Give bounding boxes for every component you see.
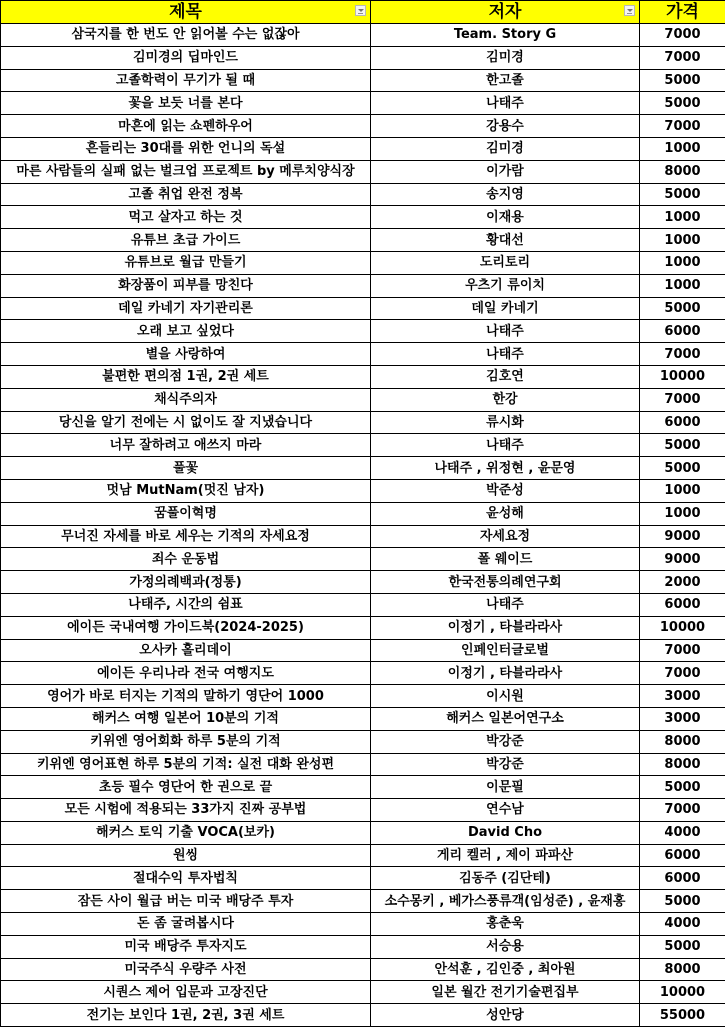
author-cell[interactable]: 연수남 (371, 799, 640, 822)
author-cell[interactable]: 한국전통의례연구회 (371, 571, 640, 594)
price-cell[interactable]: 7000 (640, 662, 725, 685)
title-cell[interactable]: 꿈풀이혁명 (1, 502, 371, 525)
table-row (1, 958, 725, 981)
header-row (1, 1, 725, 24)
price-cell[interactable]: 7000 (640, 388, 725, 411)
title-cell[interactable]: 풀꽃 (1, 457, 371, 480)
title-cell[interactable]: 채식주의자 (1, 388, 371, 411)
title-cell[interactable]: 돈 좀 굴려봅시다 (1, 913, 371, 936)
title-cell[interactable]: 흔들리는 30대를 위한 언니의 독설 (1, 137, 371, 160)
table-row (1, 274, 725, 297)
author-cell[interactable]: 소수몽키 , 베가스풍류객(임성준) , 윤재홍 (371, 890, 640, 913)
header-author-label: 저자 (489, 2, 522, 22)
table-row (1, 251, 725, 274)
price-cell[interactable]: 55000 (640, 1004, 725, 1027)
title-cell[interactable]: 불편한 편의점 1권, 2권 세트 (1, 365, 371, 388)
price-cell[interactable]: 5000 (640, 69, 725, 92)
title-cell[interactable]: 오사카 홀리데이 (1, 639, 371, 662)
table-row (1, 593, 725, 616)
table-row (1, 981, 725, 1004)
title-cell[interactable]: 키위엔 영어표현 하루 5분의 기적: 실전 대화 완성편 (1, 753, 371, 776)
author-cell[interactable]: 이문필 (371, 776, 640, 799)
table-row (1, 890, 725, 913)
table-row (1, 799, 725, 822)
title-cell[interactable]: 가정의례백과(정통) (1, 571, 371, 594)
author-cell[interactable]: 황대선 (371, 229, 640, 252)
price-cell[interactable]: 6000 (640, 867, 725, 890)
price-cell[interactable]: 6000 (640, 411, 725, 434)
table-row (1, 229, 725, 252)
price-cell[interactable]: 7000 (640, 343, 725, 366)
author-cell[interactable]: 홍춘욱 (371, 913, 640, 936)
price-cell[interactable]: 1000 (640, 229, 725, 252)
table-row (1, 115, 725, 138)
price-cell[interactable]: 5000 (640, 935, 725, 958)
table-row (1, 206, 725, 229)
author-cell[interactable]: Team. Story G (371, 24, 640, 47)
price-cell[interactable]: 5000 (640, 183, 725, 206)
title-cell[interactable]: 죄수 운동법 (1, 548, 371, 571)
price-cell[interactable]: 6000 (640, 593, 725, 616)
author-cell[interactable]: David Cho (371, 821, 640, 844)
author-cell[interactable]: 강용수 (371, 115, 640, 138)
price-cell[interactable]: 1000 (640, 251, 725, 274)
title-cell[interactable]: 마흔에 읽는 쇼펜하우어 (1, 115, 371, 138)
price-cell[interactable]: 7000 (640, 115, 725, 138)
price-cell[interactable]: 6000 (640, 844, 725, 867)
header-title (1, 1, 371, 24)
table-row (1, 137, 725, 160)
table-row (1, 457, 725, 480)
author-cell[interactable]: 나태주 (371, 434, 640, 457)
author-cell[interactable]: 김미경 (371, 46, 640, 69)
author-cell[interactable]: 게리 켈러 , 제이 파파산 (371, 844, 640, 867)
table-row (1, 844, 725, 867)
table-row (1, 707, 725, 730)
table-row (1, 525, 725, 548)
filter-dropdown-icon[interactable] (355, 5, 366, 16)
author-cell[interactable]: 안석훈 , 김인중 , 최아원 (371, 958, 640, 981)
title-cell[interactable]: 해커스 여행 일본어 10분의 기적 (1, 707, 371, 730)
author-cell[interactable]: 나태주 , 위정현 , 윤문영 (371, 457, 640, 480)
author-cell[interactable]: 김미경 (371, 137, 640, 160)
title-cell[interactable]: 잠든 사이 월급 버는 미국 배당주 투자 (1, 890, 371, 913)
price-cell[interactable]: 4000 (640, 913, 725, 936)
price-cell[interactable]: 8000 (640, 753, 725, 776)
title-cell[interactable]: 초등 필수 영단어 한 권으로 끝 (1, 776, 371, 799)
table-row (1, 92, 725, 115)
title-cell[interactable]: 나태주, 시간의 쉼표 (1, 593, 371, 616)
author-cell[interactable]: 나태주 (371, 343, 640, 366)
price-cell[interactable]: 1000 (640, 206, 725, 229)
table-row (1, 821, 725, 844)
table-row (1, 662, 725, 685)
header-price-label: 가격 (666, 2, 699, 22)
author-cell[interactable]: 이가람 (371, 160, 640, 183)
author-cell[interactable]: 박준성 (371, 479, 640, 502)
author-cell[interactable]: 박강준 (371, 730, 640, 753)
author-cell[interactable]: 우츠기 류이치 (371, 274, 640, 297)
table-row (1, 639, 725, 662)
title-cell[interactable]: 오래 보고 싶었다 (1, 320, 371, 343)
price-cell[interactable]: 5000 (640, 457, 725, 480)
header-author (371, 1, 640, 24)
author-cell[interactable]: 나태주 (371, 320, 640, 343)
price-cell[interactable]: 5000 (640, 92, 725, 115)
price-cell[interactable]: 7000 (640, 24, 725, 47)
table-row (1, 913, 725, 936)
table-row (1, 867, 725, 890)
table-row (1, 548, 725, 571)
table-row (1, 479, 725, 502)
title-cell[interactable]: 별을 사랑하여 (1, 343, 371, 366)
title-cell[interactable]: 영어가 바로 터지는 기적의 말하기 영단어 1000 (1, 685, 371, 708)
author-cell[interactable]: 나태주 (371, 92, 640, 115)
table-row (1, 160, 725, 183)
price-cell[interactable]: 1000 (640, 274, 725, 297)
price-cell[interactable]: 1000 (640, 137, 725, 160)
title-cell[interactable]: 멋남 MutNam(멋진 남자) (1, 479, 371, 502)
price-cell[interactable]: 6000 (640, 320, 725, 343)
table-row (1, 297, 725, 320)
table-row (1, 24, 725, 47)
table-row (1, 46, 725, 69)
header-price (640, 1, 725, 24)
author-cell[interactable]: 성안당 (371, 1004, 640, 1027)
table-row (1, 411, 725, 434)
title-cell[interactable]: 시퀀스 제어 입문과 고장진단 (1, 981, 371, 1004)
price-cell[interactable]: 5000 (640, 776, 725, 799)
title-cell[interactable]: 절대수익 투자법칙 (1, 867, 371, 890)
title-cell[interactable]: 삼국지를 한 번도 안 읽어볼 수는 없잖아 (1, 24, 371, 47)
table-row (1, 183, 725, 206)
title-cell[interactable]: 김미경의 딥마인드 (1, 46, 371, 69)
price-cell[interactable]: 10000 (640, 981, 725, 1004)
table-row (1, 730, 725, 753)
author-cell[interactable]: 이정기 , 타블라라사 (371, 616, 640, 639)
table-row (1, 365, 725, 388)
title-cell[interactable]: 무너진 자세를 바로 세우는 기적의 자세요정 (1, 525, 371, 548)
author-cell[interactable]: 나태주 (371, 593, 640, 616)
title-cell[interactable]: 원씽 (1, 844, 371, 867)
author-cell[interactable]: 자세요정 (371, 525, 640, 548)
title-cell[interactable]: 키위엔 영어회화 하루 5분의 기적 (1, 730, 371, 753)
table-row (1, 1004, 725, 1027)
table-row (1, 616, 725, 639)
author-cell[interactable]: 인페인터글로벌 (371, 639, 640, 662)
title-cell[interactable]: 모든 시험에 적용되는 33가지 진짜 공부법 (1, 799, 371, 822)
author-cell[interactable]: 이정기 , 타블라라사 (371, 662, 640, 685)
table-row (1, 571, 725, 594)
table-row (1, 320, 725, 343)
table-row (1, 935, 725, 958)
price-cell[interactable]: 3000 (640, 707, 725, 730)
price-cell[interactable]: 8000 (640, 730, 725, 753)
title-cell[interactable]: 먹고 살자고 하는 것 (1, 206, 371, 229)
author-cell[interactable]: 일본 월간 전기기술편집부 (371, 981, 640, 1004)
price-cell[interactable]: 4000 (640, 821, 725, 844)
table-row (1, 343, 725, 366)
table-row (1, 69, 725, 92)
price-cell[interactable]: 10000 (640, 616, 725, 639)
title-cell[interactable]: 미국주식 우량주 사전 (1, 958, 371, 981)
author-cell[interactable]: 한고졸 (371, 69, 640, 92)
author-cell[interactable]: 이시원 (371, 685, 640, 708)
title-cell[interactable]: 해커스 토익 기출 VOCA(보카) (1, 821, 371, 844)
price-cell[interactable]: 1000 (640, 502, 725, 525)
title-cell[interactable]: 유튜브 초급 가이드 (1, 229, 371, 252)
title-cell[interactable]: 전기는 보인다 1권, 2권, 3권 세트 (1, 1004, 371, 1027)
price-cell[interactable]: 9000 (640, 548, 725, 571)
table-row (1, 685, 725, 708)
title-cell[interactable]: 당신을 알기 전에는 시 없이도 잘 지냈습니다 (1, 411, 371, 434)
title-cell[interactable]: 데일 카네기 자기관리론 (1, 297, 371, 320)
table-row (1, 502, 725, 525)
header-title-label: 제목 (169, 2, 202, 22)
title-cell[interactable]: 미국 배당주 투자지도 (1, 935, 371, 958)
author-cell[interactable]: 류시화 (371, 411, 640, 434)
author-cell[interactable]: 박강준 (371, 753, 640, 776)
filter-dropdown-icon[interactable] (624, 5, 635, 16)
title-cell[interactable]: 꽃을 보듯 너를 본다 (1, 92, 371, 115)
price-cell[interactable]: 8000 (640, 160, 725, 183)
title-cell[interactable]: 마른 사람들의 실패 없는 벌크업 프로젝트 by 메루치양식장 (1, 160, 371, 183)
price-cell[interactable]: 5000 (640, 434, 725, 457)
table-body (1, 24, 725, 1027)
price-cell[interactable]: 7000 (640, 46, 725, 69)
table-row (1, 776, 725, 799)
price-cell[interactable]: 7000 (640, 799, 725, 822)
price-cell[interactable]: 5000 (640, 890, 725, 913)
table-row (1, 434, 725, 457)
author-cell[interactable]: 김호연 (371, 365, 640, 388)
table-row (1, 388, 725, 411)
author-cell[interactable]: 데일 카네기 (371, 297, 640, 320)
price-cell[interactable]: 5000 (640, 297, 725, 320)
author-cell[interactable]: 해커스 일본어연구소 (371, 707, 640, 730)
author-cell[interactable]: 이재용 (371, 206, 640, 229)
price-cell[interactable]: 2000 (640, 571, 725, 594)
author-cell[interactable]: 김동주 (김단테) (371, 867, 640, 890)
title-cell[interactable]: 고졸 취업 완전 정복 (1, 183, 371, 206)
author-cell[interactable]: 송지영 (371, 183, 640, 206)
author-cell[interactable]: 윤성해 (371, 502, 640, 525)
author-cell[interactable]: 서승용 (371, 935, 640, 958)
price-cell[interactable]: 1000 (640, 479, 725, 502)
title-cell[interactable]: 화장품이 피부를 망친다 (1, 274, 371, 297)
price-cell[interactable]: 3000 (640, 685, 725, 708)
author-cell[interactable]: 폴 웨이드 (371, 548, 640, 571)
title-cell[interactable]: 에이든 우리나라 전국 여행지도 (1, 662, 371, 685)
table-row (1, 753, 725, 776)
price-cell[interactable]: 8000 (640, 958, 725, 981)
title-cell[interactable]: 너무 잘하려고 애쓰지 마라 (1, 434, 371, 457)
author-cell[interactable]: 한강 (371, 388, 640, 411)
title-cell[interactable]: 유튜브로 월급 만들기 (1, 251, 371, 274)
author-cell[interactable]: 도리토리 (371, 251, 640, 274)
price-cell[interactable]: 9000 (640, 525, 725, 548)
title-cell[interactable]: 에이든 국내여행 가이드북(2024-2025) (1, 616, 371, 639)
price-cell[interactable]: 10000 (640, 365, 725, 388)
title-cell[interactable]: 고졸학력이 무기가 될 때 (1, 69, 371, 92)
price-cell[interactable]: 7000 (640, 639, 725, 662)
